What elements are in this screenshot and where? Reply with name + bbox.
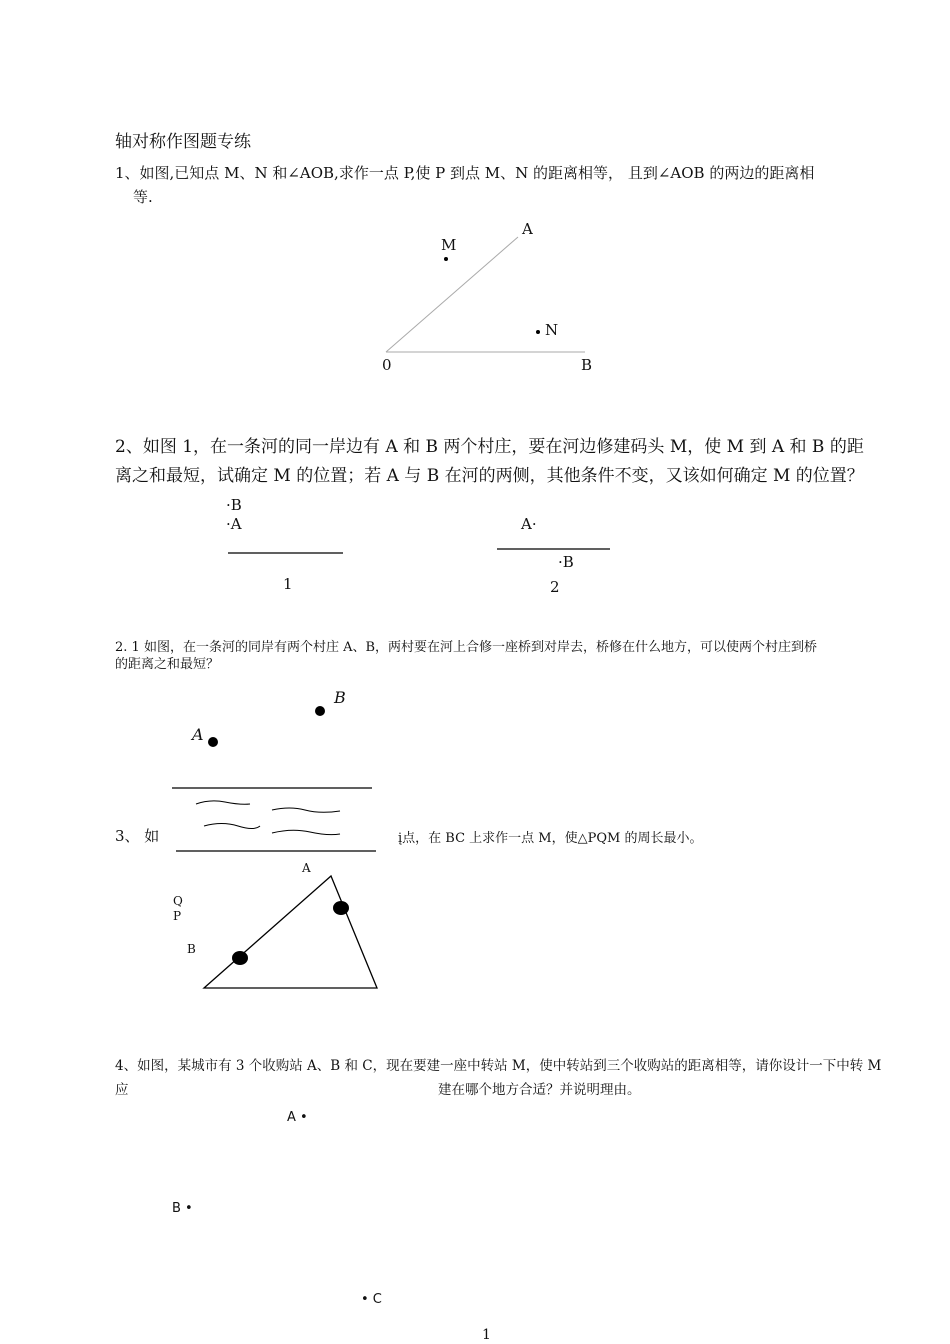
station-a: A •: [287, 1110, 308, 1125]
question-4-text-cont2: 建在哪个地方合适？并说明理由。: [438, 1082, 641, 1098]
fig1-label-a: ·A: [226, 515, 242, 533]
triangle-label-p: P: [173, 909, 182, 923]
question-1-text-cont: 等.: [133, 188, 153, 206]
label-b: B: [581, 356, 593, 374]
question-2-text: 2、如图 1，在一条河的同一岸边有 A 和 B 两个村庄，要在河边修建码头 M，使 M 到 A 和 B 的距: [115, 437, 864, 457]
fig2-label-a: A·: [521, 515, 537, 533]
question-4-text: 4、如图，某城市有 3 个收购站 A、B 和 C，现在要建一座中转站 M，使中转站到三个收购站的距离相等，请你设计一下中转 M: [115, 1058, 882, 1074]
bridge-label-a: A: [192, 725, 204, 744]
fig2-caption: 2: [550, 578, 560, 596]
label-m: M: [441, 236, 457, 254]
label-a: A: [522, 220, 533, 238]
station-c: • C: [361, 1292, 382, 1307]
question-3-text: 3、 如: [115, 827, 160, 845]
question-1-text: 1、如图,已知点 M、N 和∠AOB,求作一点 P,使 P 到点 M、N 的距离相等， 且到∠AOB 的两边的距离相: [115, 164, 815, 182]
station-b: B •: [172, 1201, 193, 1216]
fig1-label-b: ·B: [226, 496, 242, 514]
question-4-text-cont: 应: [115, 1082, 129, 1098]
triangle-label-q: Q: [173, 894, 183, 908]
question-2-1-text: 2. 1 如图，在一条河的同岸有两个村庄 A、B，两村要在河上合修一座桥到对岸去，桥修在什么地方，可以使两个村庄到桥: [115, 640, 818, 655]
page-title: 轴对称作图题专练: [115, 132, 251, 152]
bridge-label-b: B: [334, 688, 346, 707]
fig2-label-b: ·B: [558, 553, 574, 571]
label-o: 0: [382, 356, 392, 374]
triangle-label-b: B: [187, 942, 196, 956]
fig1-caption: 1: [283, 575, 293, 593]
question-2-1-text-cont: 的距离之和最短？: [115, 657, 220, 672]
question-3-text-cont: į点，在 BC 上求作一点 M，使△PQM 的周长最小。: [398, 831, 703, 846]
page-number: 1: [482, 1327, 491, 1343]
triangle-label-a: A: [302, 861, 311, 875]
label-n: N: [545, 321, 559, 339]
question-2-text-cont: 离之和最短，试确定 M 的位置；若 A 与 B 在河的两侧，其他条件不变，又该如何确定 M 的位置？: [115, 466, 864, 486]
